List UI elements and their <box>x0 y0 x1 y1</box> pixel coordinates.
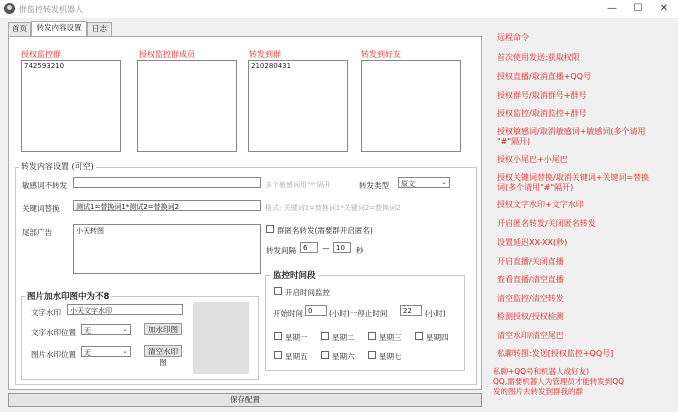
sensitive-words-label: 敏感词不转发 <box>22 181 67 190</box>
maximize-icon[interactable]: ☐ <box>633 3 643 14</box>
sensitive-words-input[interactable] <box>73 177 261 188</box>
command-line: 远程命令 <box>497 33 529 42</box>
thursday-checkbox[interactable] <box>415 332 423 340</box>
sunday-label: 星期七 <box>379 352 402 361</box>
command-line: 授权关键词替换/取消关键词+关键词=替换 <box>497 173 650 182</box>
sunday-checkbox[interactable] <box>368 351 376 359</box>
text-watermark-position-select[interactable] <box>81 324 131 335</box>
image-watermark-position-select[interactable] <box>81 346 131 357</box>
image-watermark-position-value: 无 <box>84 349 91 357</box>
monday-label: 星期一 <box>285 333 308 342</box>
list-item[interactable]: 742593210 <box>24 62 65 70</box>
keyword-replace-hint: 格式: 关键词1=替换词1*关键词2=替换词2 <box>265 204 401 212</box>
title-bar <box>0 0 678 18</box>
wednesday-checkbox[interactable] <box>368 332 376 340</box>
monitor-member-label: 授权监控群成员 <box>139 50 195 59</box>
command-line: 私聊转图:发送[授权监控+QQ号] <box>497 349 614 358</box>
start-time-label: 开始时间 <box>273 309 303 318</box>
start-time-input[interactable]: 0 <box>305 305 327 316</box>
text-watermark-position-label: 文字水印位置 <box>31 328 76 337</box>
keyword-replace-label: 关键词替换 <box>22 204 60 213</box>
sensitive-words-hint: 多个敏感词用"*"隔开 <box>265 181 331 189</box>
command-line: 授权监控/取消监控+群号 <box>497 109 587 118</box>
settings-panel <box>8 36 482 390</box>
command-line: 授权小尾巴+小尾巴 <box>497 155 568 164</box>
interval-to-input[interactable]: 10 <box>333 242 351 253</box>
forward-group-label: 转发到群 <box>249 50 281 59</box>
interval-dash: — <box>322 244 330 253</box>
tab-home[interactable]: 首页 <box>8 22 31 36</box>
keyword-replace-input[interactable]: 测试1=替换词1*测试2=替换词2 <box>73 200 261 211</box>
add-watermark-image-button[interactable]: 加水印图 <box>144 323 182 335</box>
command-line: 授权群号/取消群号+群号 <box>497 91 587 100</box>
stop-time-label: (小时)一停止时间 <box>329 309 388 318</box>
forward-friend-label: 转发到好友 <box>361 50 401 59</box>
list-item[interactable]: 210280431 <box>251 62 292 70</box>
wednesday-label: 星期三 <box>379 333 402 342</box>
text-watermark-input[interactable]: 小天文字水印 <box>67 304 183 315</box>
friday-label: 星期五 <box>285 352 308 361</box>
command-line: 授权直播/取消直播+QQ号 <box>497 72 591 81</box>
command-line: 查看直播/清空直播 <box>497 275 564 284</box>
note-line: 私聊+QQ号和机器人成好友) <box>493 367 590 376</box>
chevron-down-icon: ⌄ <box>441 178 447 186</box>
command-line: 开启直播/关闭直播 <box>497 257 564 266</box>
command-line: 授权文字水印+文字水印 <box>497 200 584 209</box>
robot-app-icon <box>4 3 15 14</box>
forward-interval-label: 转发间隔 <box>266 246 296 255</box>
watermark-title: 图片加水印图中为不8 <box>27 292 110 302</box>
image-watermark-position-label: 图片水印位置 <box>31 350 76 359</box>
command-line: 开启匿名转发/关闭匿名转发 <box>497 219 596 228</box>
monitor-group-label: 授权监控群 <box>21 50 61 59</box>
command-line: "#"隔开) <box>497 137 531 146</box>
clear-watermark-image-button[interactable]: 清空水印图 <box>144 345 182 357</box>
tail-ad-label: 尾部广告 <box>22 228 52 237</box>
stop-time-input[interactable]: 22 <box>400 305 422 316</box>
tab-forward-settings[interactable]: 转发内容设置 <box>31 21 87 36</box>
forward-type-label: 转发类型 <box>359 181 389 190</box>
text-watermark-position-value: 无 <box>84 327 91 335</box>
save-config-button[interactable]: 保存配置 <box>8 393 482 407</box>
thursday-label: 星期四 <box>426 333 449 342</box>
note-line: QQ,需要机器人为管理员才能转发到QQ <box>493 377 624 386</box>
tuesday-label: 星期二 <box>332 333 355 342</box>
monday-checkbox[interactable] <box>274 332 282 340</box>
anonymous-forward-checkbox[interactable] <box>266 225 274 233</box>
anonymous-forward-label: 群匿名转发(需要群开启匿名) <box>277 226 373 235</box>
command-line: 首次使用发送:获取权限 <box>497 53 580 62</box>
tab-log[interactable]: 日志 <box>87 22 112 36</box>
stop-time-unit: (小时) <box>425 309 446 318</box>
monitor-member-list[interactable] <box>137 60 237 152</box>
command-line: 清空水印/清空尾巴 <box>497 331 564 340</box>
enable-schedule-label: 开启时间监控 <box>285 288 330 297</box>
text-watermark-label: 文字水印 <box>31 308 61 317</box>
command-line: 清空监控/清空转发 <box>497 294 564 303</box>
command-line: 词(多个请用"#"隔开) <box>497 183 574 192</box>
forward-type-select[interactable] <box>398 177 450 188</box>
friday-checkbox[interactable] <box>274 351 282 359</box>
interval-from-input[interactable]: 6 <box>300 242 318 253</box>
chevron-down-icon: ⌄ <box>122 325 128 333</box>
watermark-image-preview <box>193 302 249 374</box>
tuesday-checkbox[interactable] <box>321 332 329 340</box>
close-icon[interactable]: ✕ <box>659 3 669 14</box>
forward-friend-list[interactable] <box>361 60 461 152</box>
monitor-group-list[interactable] <box>21 60 121 152</box>
interval-unit-label: 秒 <box>356 246 364 255</box>
command-line: 授权敏感词/取消敏感词+敏感词(多个请用 <box>497 127 646 136</box>
forward-group-list[interactable] <box>248 60 348 152</box>
command-line: 设置延迟XX-XX(秒) <box>497 238 568 247</box>
chevron-down-icon: ⌄ <box>122 347 128 355</box>
content-settings-title: 转发内容设置 (可空) <box>21 162 94 171</box>
schedule-title: 监控时间段 <box>273 271 316 281</box>
saturday-label: 星期六 <box>332 352 355 361</box>
tail-ad-textarea[interactable]: 小天转图 <box>73 224 261 274</box>
note-line: 发的图片去转发到群我的群 <box>493 387 583 396</box>
minimize-icon[interactable]: — <box>607 3 617 14</box>
command-line: 检测授权/授权检测 <box>497 312 564 321</box>
window-title: 群监控转发机器人 <box>19 5 83 14</box>
enable-schedule-checkbox[interactable] <box>274 287 282 295</box>
forward-type-value: 原文 <box>401 180 415 188</box>
saturday-checkbox[interactable] <box>321 351 329 359</box>
